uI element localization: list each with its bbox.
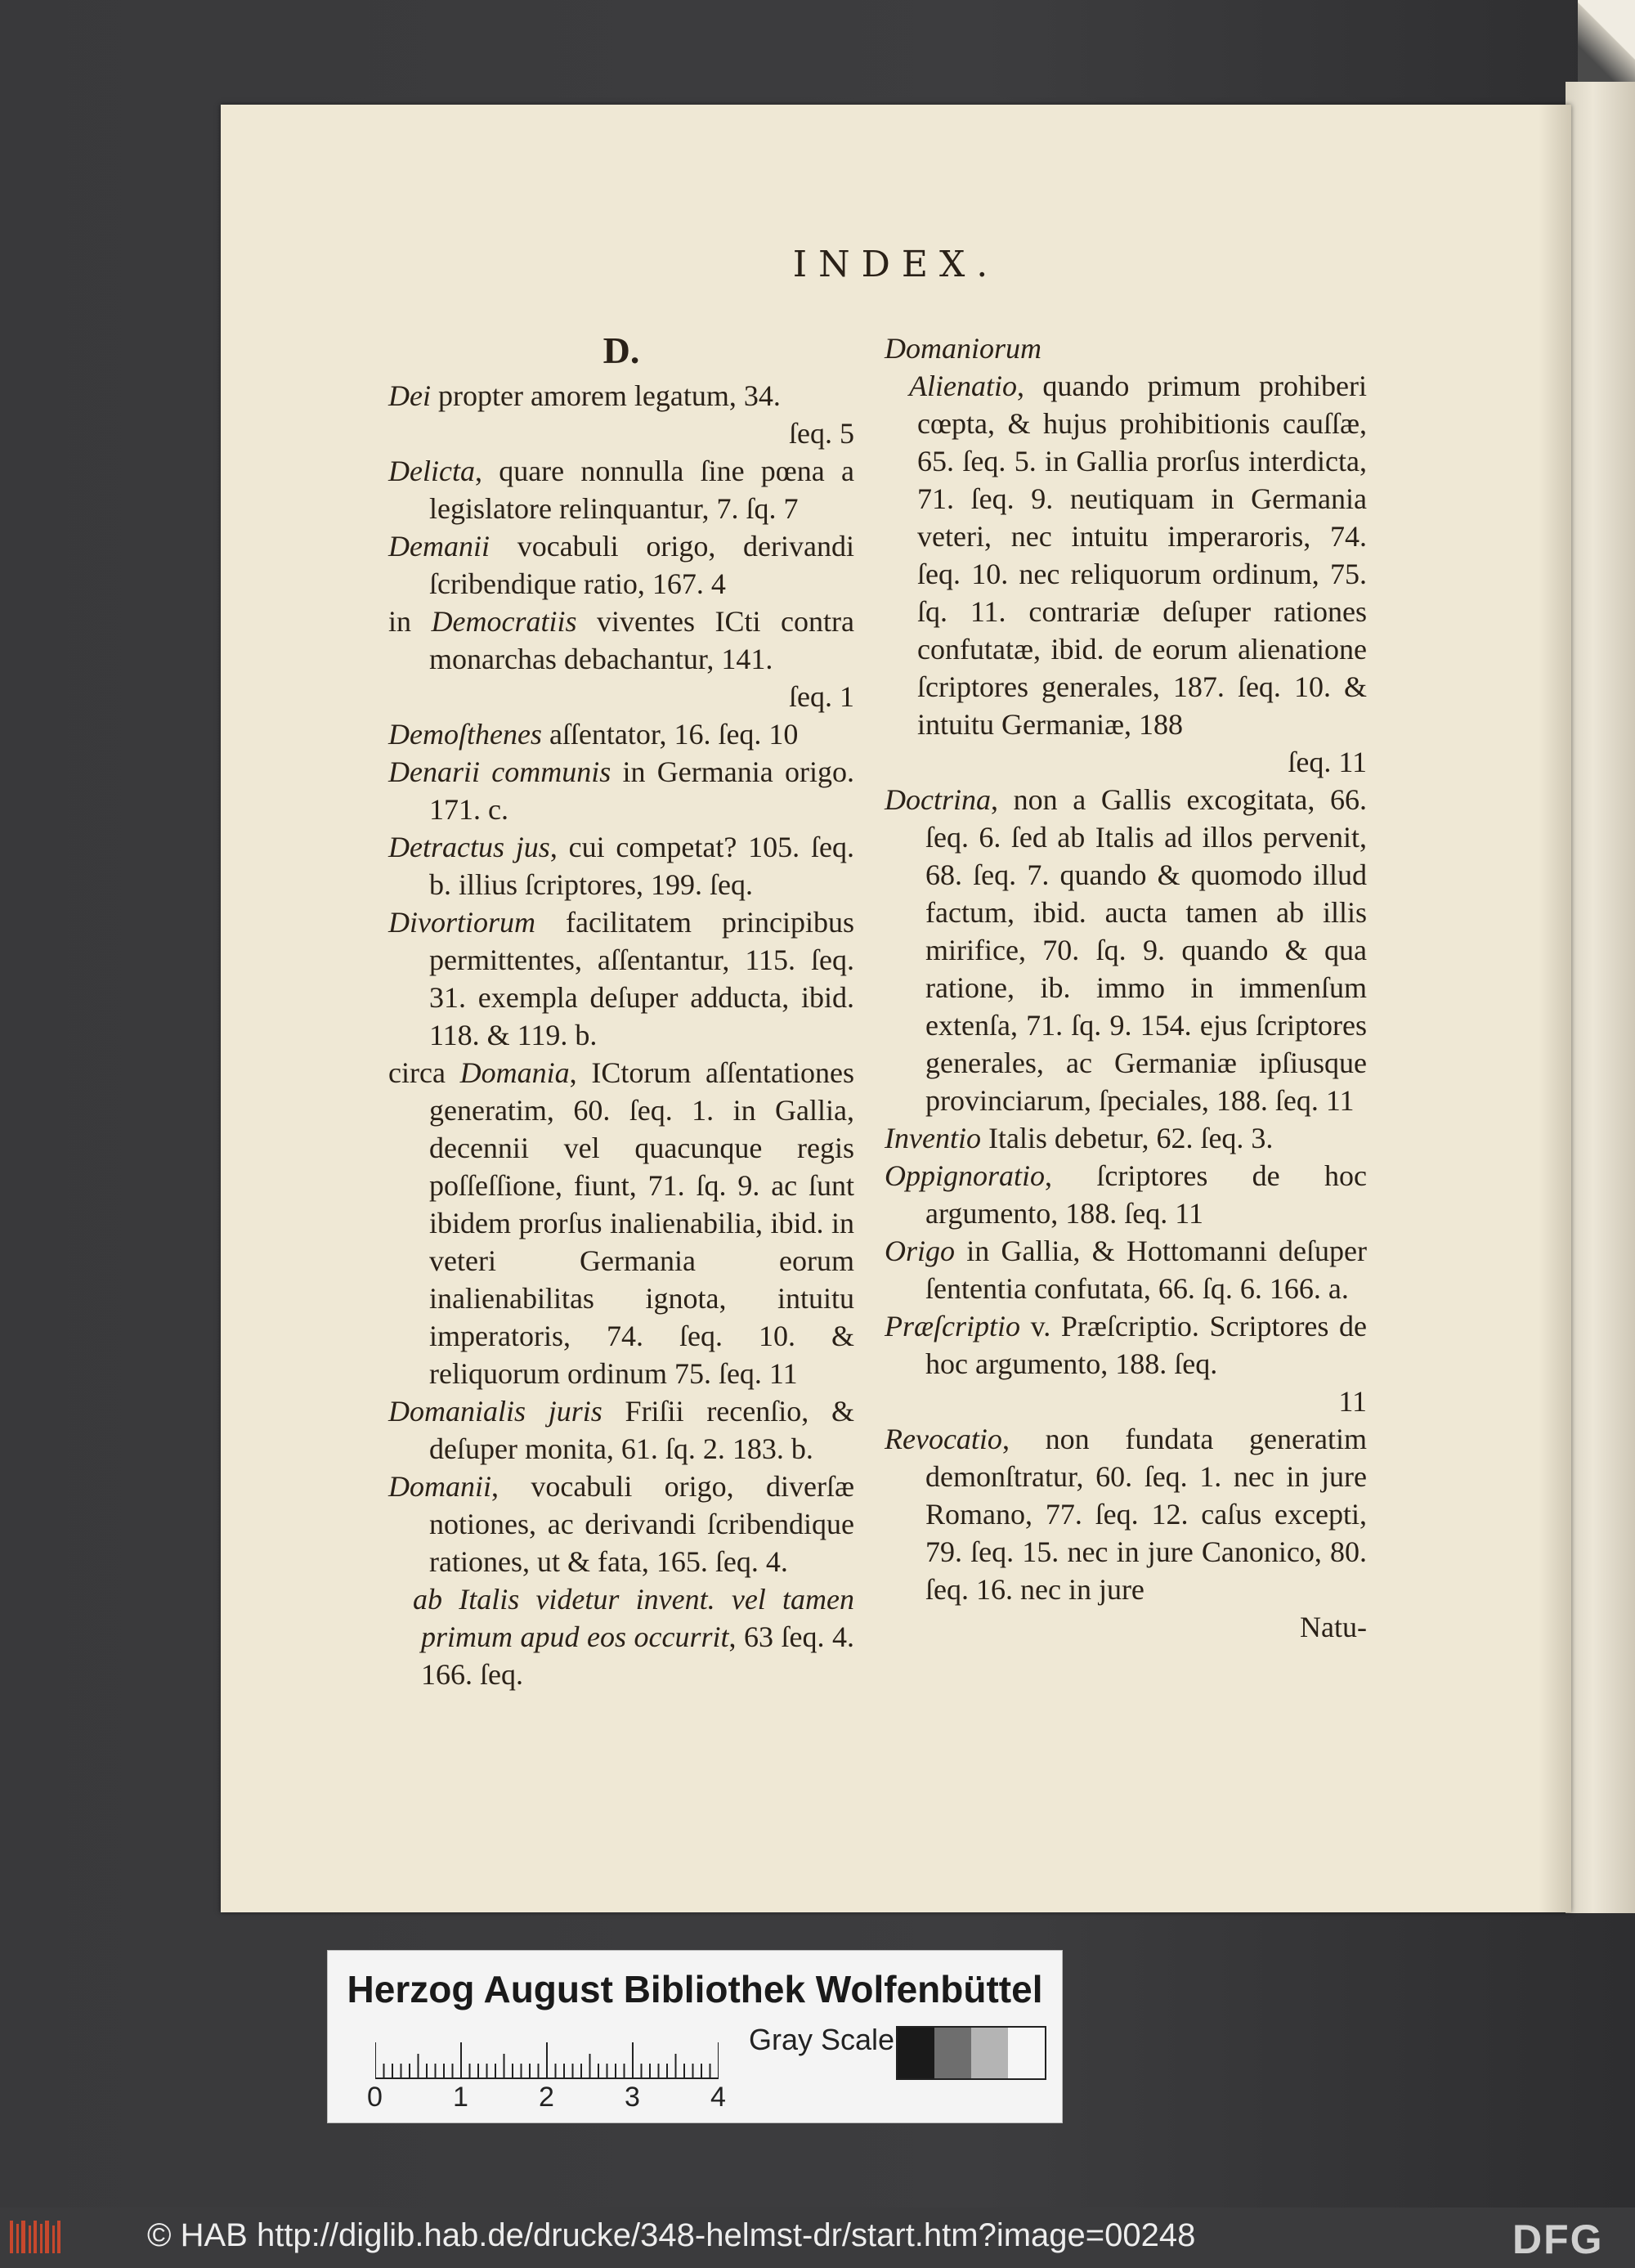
index-entry <box>388 1468 854 1580</box>
index-entry <box>388 903 854 1054</box>
index-entry <box>885 1232 1367 1307</box>
footer-url-text: © HAB http://diglib.hab.de/drucke/348-helmst-dr/start.htm?image=00248 <box>147 2217 1196 2253</box>
index-entry <box>885 329 1367 367</box>
gray-swatch <box>934 2028 971 2078</box>
entry-text: , quare nonnulla ſine pœna a legislatore relinquantur, 7. ſq. 7 <box>429 455 854 525</box>
entry-text: in Gallia, & Hottomanni deſuper ſententia confutata, 66. ſq. 6. 166. a. <box>925 1235 1367 1305</box>
index-entry <box>388 828 854 903</box>
entry-text: , cui competat? 105. ſeq. b. illius ſcriptores, 199. ſeq. <box>429 831 854 901</box>
book-edge <box>1566 82 1635 1913</box>
entry-reference: 11 <box>1338 1385 1367 1418</box>
entry-headword: Delicta <box>388 455 475 487</box>
entry-reference: ſeq. 5 <box>789 417 854 450</box>
library-title: Herzog August Bibliothek Wolfenbüttel <box>347 1968 1043 2010</box>
entry-text: , ICtorum aſſentationes generatim, 60. ſeq. 1. in Gallia, decennii vel quacunque regis poſſeſſione, fiunt, 71. ſq. 9. ac ſunt ibidem prorſus inalienabilia, ibid. in veteri Germania eorum inalienabilitas ignota, intuitu imperatoris, 74. ſeq. 10. & reliquorum ordinum 75. ſeq. 11 <box>429 1056 854 1390</box>
entry-text: aſſentator, 16. ſeq. 10 <box>541 718 799 751</box>
index-entry <box>388 1392 854 1468</box>
entry-headword: Demoſthenes <box>388 718 542 751</box>
index-entry <box>388 1580 854 1693</box>
entry-text: , non a Gallis excogitata, 66. ſeq. 6. ſed ab Italis ad illos pervenit, 68. ſeq. 7. quando & quomodo illud factum, ibid. aucta tamen ab illis mirifice, 70. ſq. 9. quando & qua ratione, ib. immo in immenſum extenſa, 71. ſq. 9. 154. ejus ſcriptores generales, ac Germaniæ ipſiusque provinciarum, ſpeciales, 188. ſeq. 11 <box>925 783 1367 1117</box>
entry-headword: Divortiorum <box>388 906 535 939</box>
entry-text: , quando primum prohiberi cœpta, & hujus prohibitionis cauſſæ, 65. ſeq. 5. in Gallia prorſus interdicta, 71. ſeq. 9. neutiquam in Germania veteri, nec intuitu imperaroris, 74. ſeq. 10. nec reliquorum ordinum, 75. ſq. 11. contrariæ deſuper rationes confutatæ, ibid. de eorum alienatione ſcriptores generales, 187. ſeq. 10. & intuitu Germaniæ, 188 <box>917 370 1367 741</box>
entry-headword: Domania <box>459 1056 570 1089</box>
entry-text: v. Præſcriptio. Scriptores de hoc argumento, 188. ſeq. <box>925 1310 1367 1380</box>
entry-text: facilitatem principibus permittentes, aſſentantur, 115. ſeq. 31. exempla deſuper adducta, ibid. 118. & 119. b. <box>429 906 854 1051</box>
index-entry <box>885 781 1367 1119</box>
right-entries <box>885 329 1367 1646</box>
left-column <box>388 329 854 1693</box>
entry-headword: Oppignoratio <box>885 1159 1046 1192</box>
index-entry <box>388 603 854 715</box>
gray-scale-bar <box>896 2026 1046 2080</box>
gray-swatch <box>1008 2028 1045 2078</box>
ruler-number: 0 <box>367 2082 383 2113</box>
right-column <box>885 329 1367 1646</box>
index-entry <box>885 1420 1367 1646</box>
footer-bar <box>0 2207 1635 2268</box>
entry-reference: ſeq. 1 <box>789 680 854 713</box>
entry-headword: Dei <box>388 379 431 412</box>
entry-headword: Demanii <box>388 530 490 563</box>
entry-headword: Origo <box>885 1235 956 1267</box>
index-entry <box>885 1119 1367 1157</box>
gray-swatch <box>971 2028 1008 2078</box>
ruler-number: 2 <box>539 2082 554 2113</box>
entry-prefix: circa <box>388 1056 460 1089</box>
entry-text: viventes ICti contra monarchas debachantur, 141. <box>429 605 854 675</box>
entry-headword: Domanii <box>388 1470 491 1503</box>
entry-text: propter amorem legatum, 34. <box>430 379 781 412</box>
entry-reference: Natu- <box>1300 1611 1367 1643</box>
entry-headword: Denarii communis <box>388 755 611 788</box>
dfg-logo: DFG <box>1512 2216 1604 2262</box>
entry-headword: ab Italis videtur invent. vel tamen primum apud eos occurrit <box>413 1583 854 1653</box>
entry-text: , non fundata generatim demonſtratur, 60. ſeq. 1. nec in jure Romano, 77. ſeq. 12. caſus excepti, 79. ſeq. 15. nec in jure Canonico, 80. ſeq. 16. nec in jure <box>925 1423 1367 1606</box>
entry-headword: Domaniorum <box>885 332 1042 365</box>
entry-headword: Democratiis <box>431 605 577 638</box>
entry-text: , ſcriptores de hoc argumento, 188. ſeq. 11 <box>925 1159 1367 1230</box>
entry-headword: Domanialis juris <box>388 1395 602 1428</box>
entry-headword: Præſcriptio <box>885 1310 1021 1342</box>
gray-swatch <box>898 2028 934 2078</box>
ruler-number: 1 <box>453 2082 468 2113</box>
book-page <box>221 105 1571 1912</box>
left-entries <box>388 377 854 1693</box>
barcode-icon <box>8 2217 65 2257</box>
section-letter: D. <box>602 329 640 371</box>
entry-text: , vocabuli origo, diverſæ notiones, ac derivandi ſcribendique rationes, ut & fata, 165. ſeq. 4. <box>429 1470 854 1578</box>
index-entry <box>388 753 854 828</box>
index-entry <box>388 527 854 603</box>
entry-headword: Detractus jus <box>388 831 550 863</box>
entry-headword: Revocatio <box>885 1423 1002 1455</box>
page-corner <box>1578 0 1635 90</box>
entry-headword: Alienatio <box>909 370 1017 402</box>
index-entry <box>885 367 1367 781</box>
entry-text: in Germania origo. 171. c. <box>429 755 854 826</box>
index-entry <box>885 1307 1367 1420</box>
entry-headword: Doctrina <box>885 783 991 816</box>
page-header: INDEX. <box>792 244 1000 285</box>
entry-headword: Inventio <box>885 1122 981 1154</box>
ruler-number: 4 <box>710 2082 726 2113</box>
index-entry <box>388 452 854 527</box>
entry-text: , 63 ſeq. 4. 166. ſeq. <box>421 1620 854 1691</box>
index-entry <box>388 1054 854 1392</box>
index-entry <box>388 715 854 753</box>
library-label <box>327 1950 1063 2123</box>
index-entry <box>388 377 854 452</box>
index-entry <box>885 1157 1367 1232</box>
entry-text: vocabuli origo, derivandi ſcribendique ratio, 167. 4 <box>429 530 854 600</box>
ruler-scale <box>375 2031 719 2080</box>
entry-reference: ſeq. 11 <box>1288 746 1367 778</box>
entry-prefix: in <box>388 605 432 638</box>
ruler-number: 3 <box>625 2082 640 2113</box>
entry-text: Friſii recenſio, & deſuper monita, 61. ſq. 2. 183. b. <box>429 1395 854 1465</box>
gray-scale-label: Gray Scale <box>749 2023 895 2056</box>
entry-text: Italis debetur, 62. ſeq. 3. <box>980 1122 1274 1154</box>
